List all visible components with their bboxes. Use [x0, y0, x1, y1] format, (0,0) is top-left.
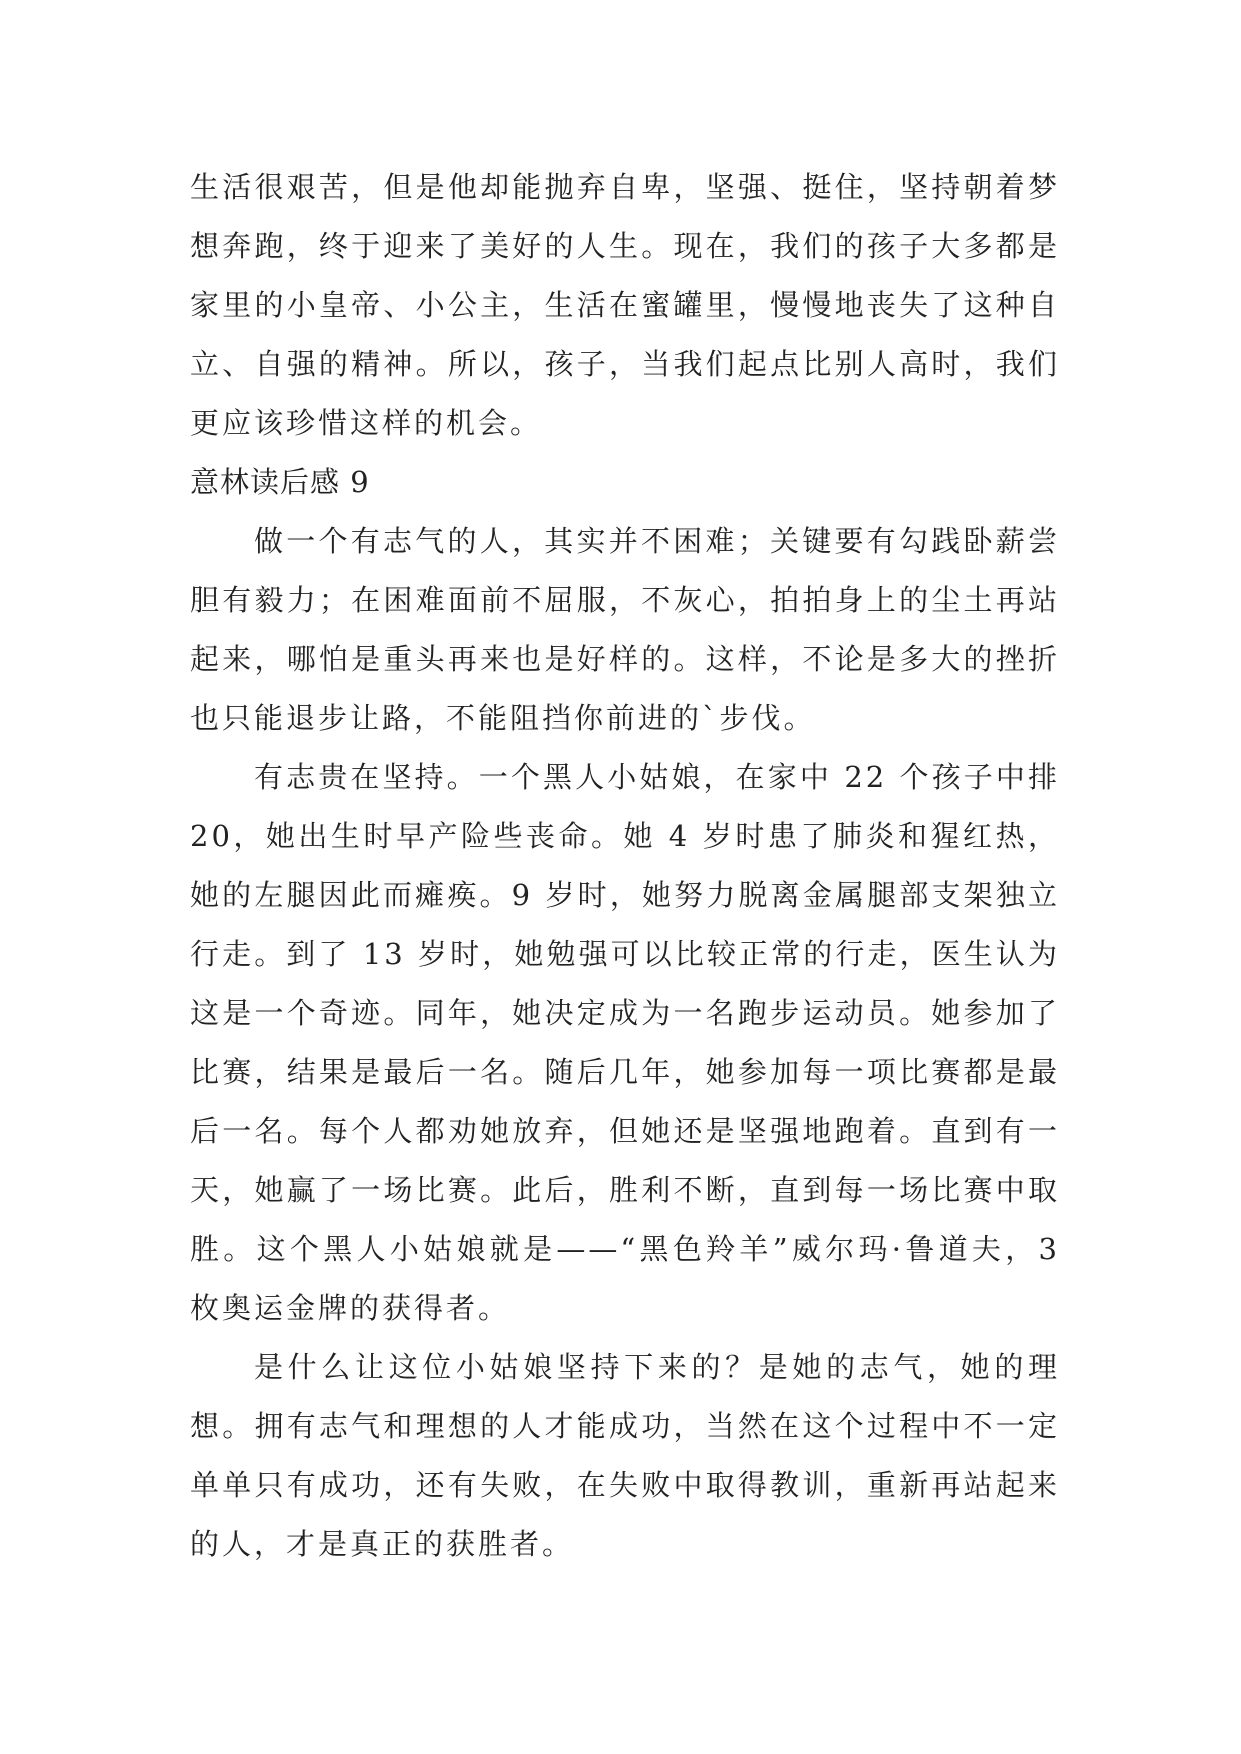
document-body: [190, 158, 1060, 1574]
body-paragraph-3: 是什么让这位小姑娘坚持下来的？是她的志气，她的理想。拥有志气和理想的人才能成功，当然在这个过程中不一定单单只有成功，还有失败，在失败中取得教训，重新再站起来的人，才是真正的获胜者。: [190, 1350, 1060, 1561]
body-paragraph-1: 做一个有志气的人，其实并不困难；关键要有勾践卧薪尝胆有毅力；在困难面前不屈服，不灰心，拍拍身上的尘土再站起来，哪怕是重头再来也是好样的。这样，不论是多大的挫折也只能退步让路，不能阻挡你前进的`步伐。: [190, 524, 1060, 735]
intro-paragraph: 生活很艰苦，但是他却能抛弃自卑，坚强、挺住，坚持朝着梦想奔跑，终于迎来了美好的人生。现在，我们的孩子大多都是家里的小皇帝、小公主，生活在蜜罐里，慢慢地丧失了这种自立、自强的精神。所以，孩子，当我们起点比别人高时，我们更应该珍惜这样的机会。: [190, 170, 1060, 440]
body-paragraph-2: 有志贵在坚持。一个黑人小姑娘，在家中 22 个孩子中排 20，她出生时早产险些丧命。她 4 岁时患了肺炎和猩红热，她的左腿因此而瘫痪。9 岁时，她努力脱离金属腿部支架独立行走。到了 13 岁时，她勉强可以比较正常的行走，医生认为这是一个奇迹。同年，她决定成为一名跑步运动员。她参加了比赛，结果是最后一名。随后几年，她参加每一项比赛都是最后一名。每个人都劝她放弃，但她还是坚强地跑着。直到有一天，她赢了一场比赛。此后，胜利不断，直到每一场比赛中取胜。这个黑人小姑娘就是——“黑色羚羊”威尔玛·鲁道夫，3 枚奥运金牌的获得者。: [190, 760, 1060, 1325]
section-title: 意林读后感 9: [190, 465, 370, 499]
